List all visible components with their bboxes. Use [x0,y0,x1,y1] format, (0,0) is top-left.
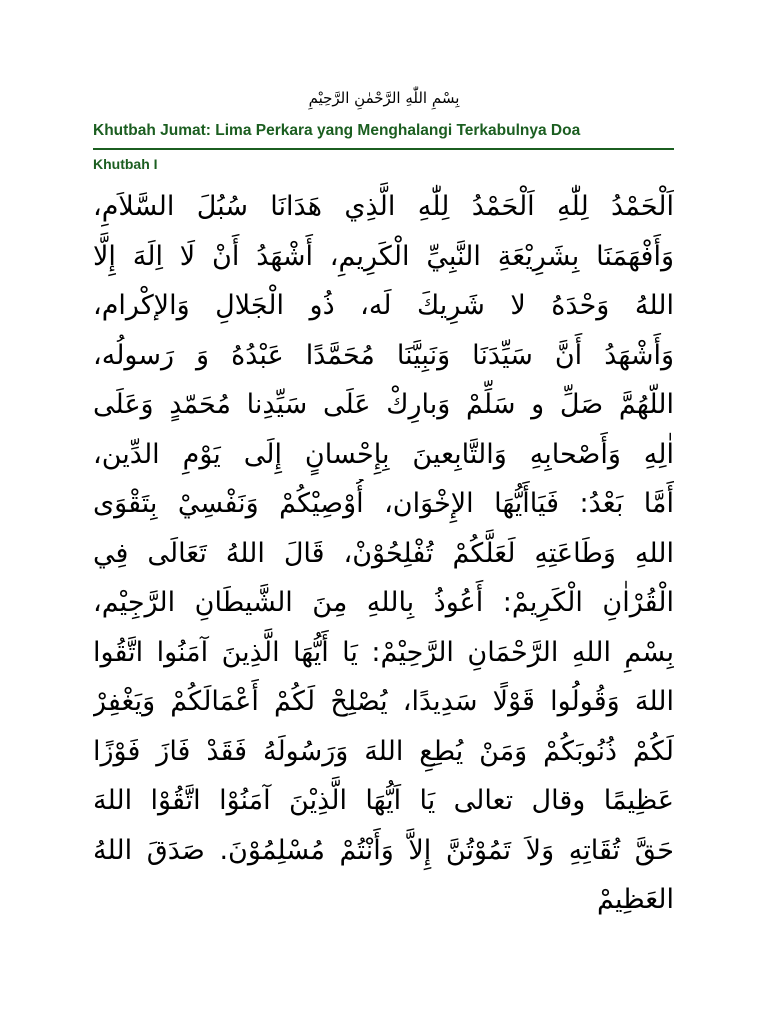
arabic-line: لَكُمْ ذُنُوبَكُمْ وَمَنْ يُطِعِ اللهَ وَرَسُولَهُ فَقَدْ فَازَ فَوْزًا [93,735,674,767]
arabic-line: وَأَشْهَدُ أَنَّ سَيِّدَنَا وَنَبِيَّنَا مُحَمَّدًا عَبْدُهُ وَ رَسولُه، [93,339,674,371]
arabic-line: اَلْحَمْدُ لِلّٰهِ اَلْحَمْدُ لِلّٰهِ الَّذِي هَدَانَا سُبُلَ السَّلاَمِ، [93,191,674,222]
arabic-line: وَأَفْهَمَنَا بِشَرِيْعَةِ النَّبِيِّ الْكَرِيمِ، أَشْهَدُ أَنْ لَا اِلَهَ إِلَّا [93,240,674,272]
title-divider [93,148,674,150]
document-title: Khutbah Jumat: Lima Perkara yang Menghalangi Terkabulnya Doa [93,122,581,139]
arabic-line: اٰلِهِ وَأَصْحابِهِ وَالتَّابِعينَ بِإِحْسانٍ إِلَى يَوْمِ الدِّين، [93,438,674,470]
arabic-line: اللهُ وَحْدَهُ لا شَرِيكَ لَه، ذُو الْجَلالِ وَالإكْرام، [93,290,674,321]
arabic-line: أَمَّا بَعْدُ: فَيَاأَيُّهَا الإِخْوَان، أُوْصِيْكُمْ وَنَفْسِيْ بِتَقْوَى [93,488,674,519]
section-label: Khutbah I [93,156,158,172]
arabic-line: اللهَ وَقُولُوا قَوْلًا سَدِيدًا، يُصْلِحْ لَكُمْ أَعْمَالَكُمْ وَيَغْفِرْ [93,686,674,717]
arabic-line: الْقُرْاٰنِ الْكَرِيمْ: أَعُوذُ بِاللهِ مِنَ الشَّيطَانِ الرَّجِيْم، [93,587,674,618]
khutbah-arabic-text [93,182,674,925]
arabic-line: عَظِيمًا وقال تعالى يَا اَيُّهَا الَّذِيْنَ آمَنُوْا اتَّقُوْا اللهَ [93,785,674,816]
arabic-line: حَقَّ تُقَاتِهِ وَلاَ تَمُوْتُنَّ إِلاَّ وَأَنْتُمْ مُسْلِمُوْنَ. صَدَقَ اللهُ [93,834,674,866]
basmala-header: بِسْمِ اللّٰهِ الرَّحْمٰنِ الرَّحِيْمِ [308,89,460,107]
arabic-line: بِسْمِ اللهِ الرَّحْمَانِ الرَّحِيْمْ: يَا أَيُّهَا الَّذِينَ آمَنُوا اتَّقُوا [93,636,674,668]
arabic-line: اللّهُمَّ صَلِّ و سَلِّمْ وَبارِكْ عَلَى سَيِّدِنا مُحَمّدٍ وَعَلَى [93,389,674,420]
arabic-line: العَظِيمْ [596,884,674,915]
arabic-line: اللهِ وَطَاعَتِهِ لَعَلَّكُمْ تُفْلِحُوْنْ، قَالَ اللهُ تَعَالَى فِي [93,537,674,569]
